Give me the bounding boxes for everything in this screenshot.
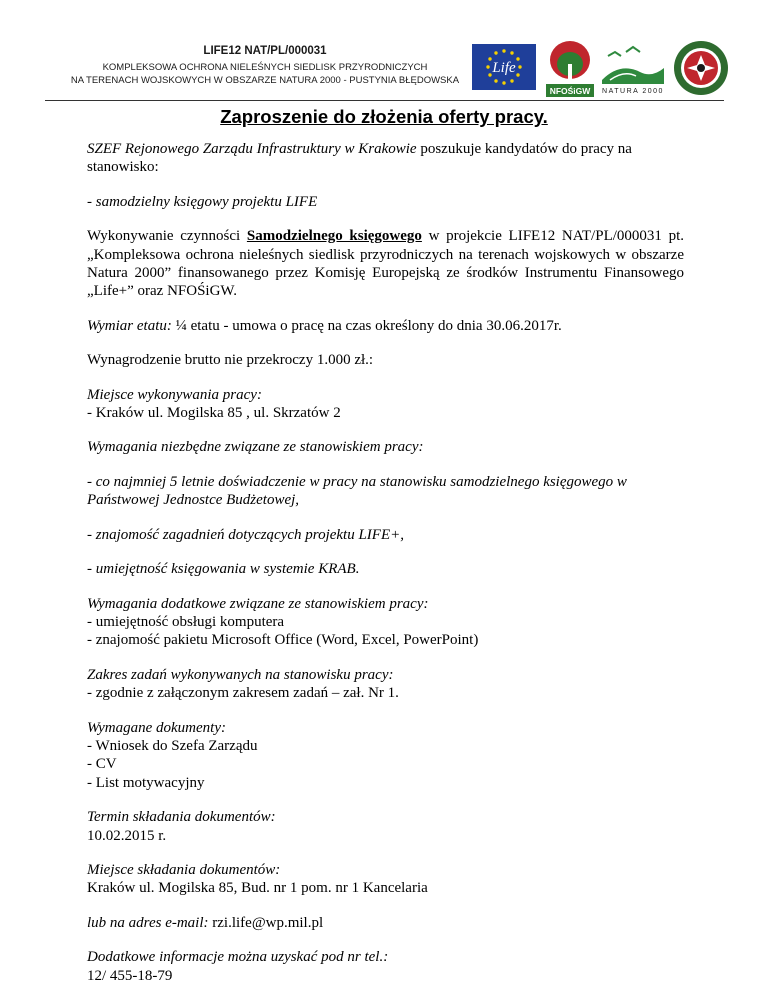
tasks-role: Samodzielnego księgowego [246,228,422,245]
requirement-item: - znajomość zagadnień dotyczących projektu LIFE+, [87,526,404,543]
nfosigw-logo-text: NFOŚiGW [549,86,591,96]
requirement-item: - co najmniej 5 letnie doświadczenie w pracy na stanowisku samodzielnego księgowego w Państwowej Jednostce Budżetowej, [87,473,627,509]
documents-label: Wymagane dokumenty: [87,719,226,736]
additional-item: - znajomość pakietu Microsoft Office (Word, Excel, PowerPoint) [87,632,479,649]
document-item: - CV [87,756,117,773]
deadline-label: Termin składania dokumentów: [87,809,276,826]
requirements-label: Wymagania niezbędne związane ze stanowiskiem pracy: [87,439,424,456]
location-label: Miejsce wykonywania pracy: [87,386,262,403]
header-subtitle-line-1: KOMPLEKSOWA OCHRONA NIELEŚNYCH SIEDLISK PRZYRODNICZYCH [102,62,428,73]
scope-label: Zakres zadań wykonywanych na stanowisku pracy: [87,666,394,683]
submission-address: Kraków ul. Mogilska 85, Bud. nr 1 pom. nr 1 [87,880,363,897]
contact-label: Dodatkowe informacje można uzyskać pod nr tel.: [87,949,389,966]
workload-value: ¼ etatu - umowa o pracę na czas określony do dnia 30.06.2017r. [171,317,562,334]
military-emblem-logo [672,39,730,97]
email-address[interactable]: rzi.life@wp.mil.pl [208,914,324,931]
header-subtitle-line-2: NA TERENACH WOJSKOWYCH W OBSZARZE NATURA 2000 - PUSTYNIA BŁĘDOWSKA [70,75,460,86]
document-item: - List motywacyjny [87,774,205,791]
email-label: lub na adres e-mail: [87,914,209,931]
document-item: - Wniosek do Szefa Zarządu [87,737,258,754]
email-paragraph [87,914,684,932]
tasks-prefix: Wykonywanie czynności [87,228,247,245]
intro-text: poszukuje kandydatów do pracy na stanowisko: [87,141,632,176]
natura-2000-logo [600,42,666,96]
requirement-item: - umiejętność księgowania w systemie KRAB. [87,561,360,578]
contact-phone: 12/ 455-18-79 [87,967,173,984]
workload-paragraph [87,317,684,335]
additional-item: - umiejętność obsługi komputera [87,613,285,630]
additional-label: Wymagania dodatkowe związane ze stanowiskiem pracy: [87,595,429,612]
document-body [87,140,684,985]
intro-paragraph [87,140,684,177]
eu-life-logo [472,44,536,90]
header-text [50,44,480,87]
deadline-value: 10.02.2015 r. [87,827,167,844]
location-value: - Kraków ul. Mogilska 85 , ul. Skrzatów 2 [87,405,341,422]
tasks-paragraph [87,227,684,301]
salary-paragraph: Wynagrodzenie brutto nie przekroczy 1.000 zł.: [87,352,374,369]
scope-value: - zgodnie z załączonym zakresem zadań – zał. Nr 1. [87,685,399,702]
submission-office: Kancelaria [362,880,428,897]
submission-value [87,879,684,897]
tasks-text: w projekcie LIFE12 NAT/PL/000031 pt.„Kompleksowa ochrona nieleśnych siedlisk przyrodniczych na terenach wojskowych w obszarze Natura 2000” finansowanego przez Komisję Europejską ze środków Instrumentu Finansowego „Life+” oraz NFOŚiGW. [87,228,684,300]
nfosigw-logo [544,38,596,98]
project-code: LIFE12 NAT/PL/000031 [203,45,327,57]
natura-logo-text: NATURA 2000 [602,88,664,95]
workload-label: Wymiar etatu: [87,317,172,334]
position-name: - samodzielny księgowy projektu LIFE [87,193,318,210]
employer-name: SZEF Rejonowego Zarządu Infrastruktury w Krakowie [87,141,417,157]
header-divider [45,100,724,101]
page-title: Zaproszenie do złożenia oferty pracy. [220,106,548,127]
life-logo-text: Life [492,60,516,76]
submission-label: Miejsce składania dokumentów: [87,861,281,878]
